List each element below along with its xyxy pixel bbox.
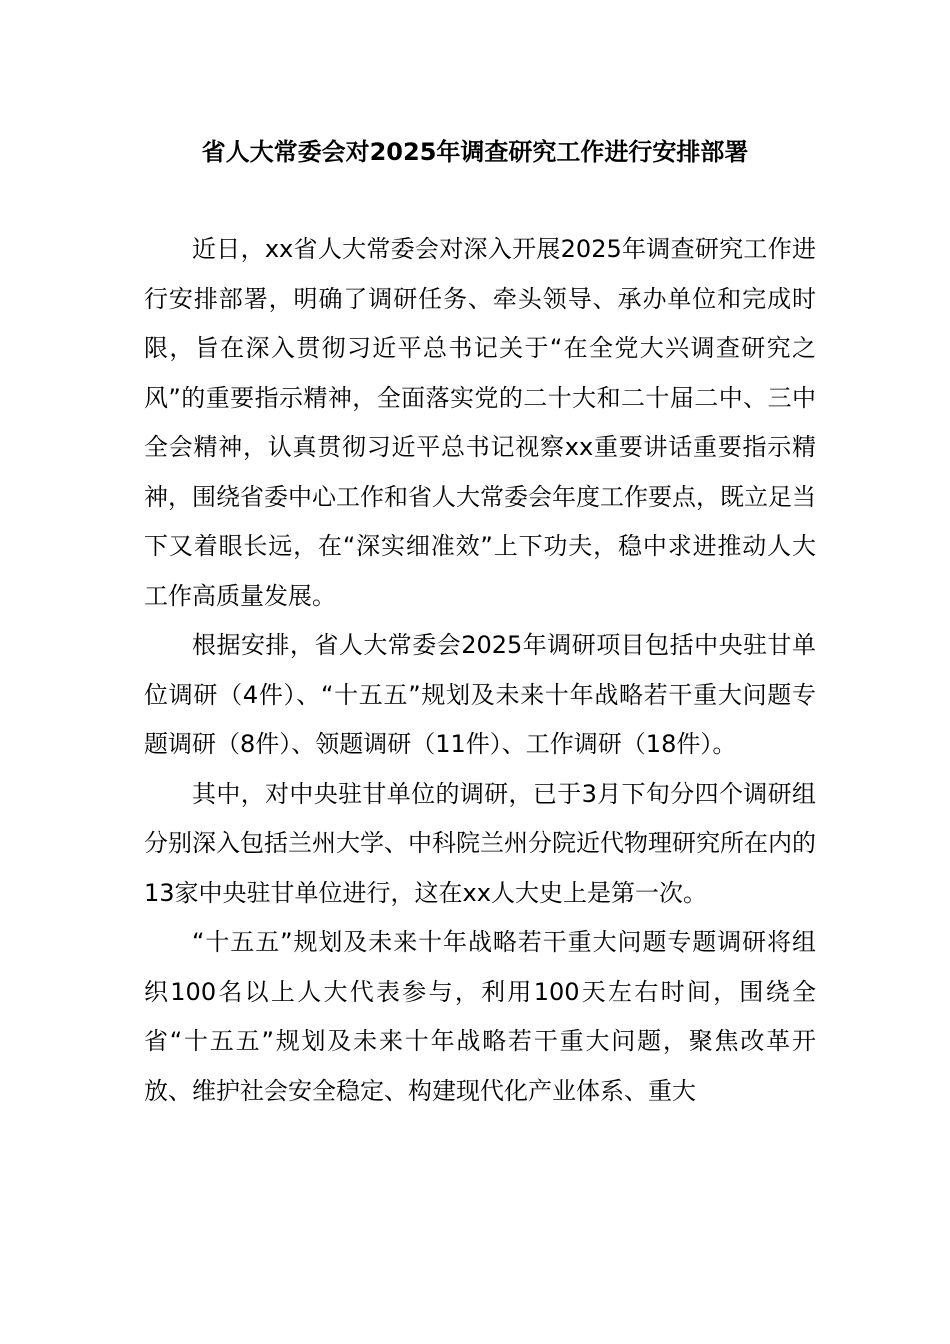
document-body [144,225,816,1116]
paragraph-2: 根据安排，省人大常委会2025年调研项目包括中央驻甘单位调研（4件）、“十五五”规划及未来十年战略若干重大问题专题调研（8件）、领题调研（11件）、工作调研（18件）。 [144,631,816,758]
paragraph-4: “十五五”规划及未来十年战略若干重大问题专题调研将组织100名以上人大代表参与，利用100天左右时间，围绕全省“十五五”规划及未来十年战略若干重大问题，聚焦改革开放、维护社会安全稳定、构建现代化产业体系、重大 [144,928,816,1105]
paragraph-3: 其中，对中央驻甘单位的调研，已于3月下旬分四个调研组分别深入包括兰州大学、中科院兰州分院近代物理研究所在内的13家中央驻甘单位进行，这在xx人大史上是第一次。 [144,779,816,907]
paragraph-1: 近日，xx省人大常委会对深入开展2025年调查研究工作进行安排部署，明确了调研任务、牵头领导、承办单位和完成时限，旨在深入贯彻习近平总书记关于“在全党大兴调查研究之风”的重要指示精神，全面落实党的二十大和二十届二中、三中全会精神，认真贯彻习近平总书记视察xx重要讲话重要指示精神，围绕省委中心工作和省人大常委会年度工作要点，既立足当下又着眼长远，在“深实细准效”上下功夫，稳中求进推动人大工作高质量发展。 [144,235,816,610]
document-title: 省人大常委会对2025年调查研究工作进行安排部署 [201,138,749,166]
